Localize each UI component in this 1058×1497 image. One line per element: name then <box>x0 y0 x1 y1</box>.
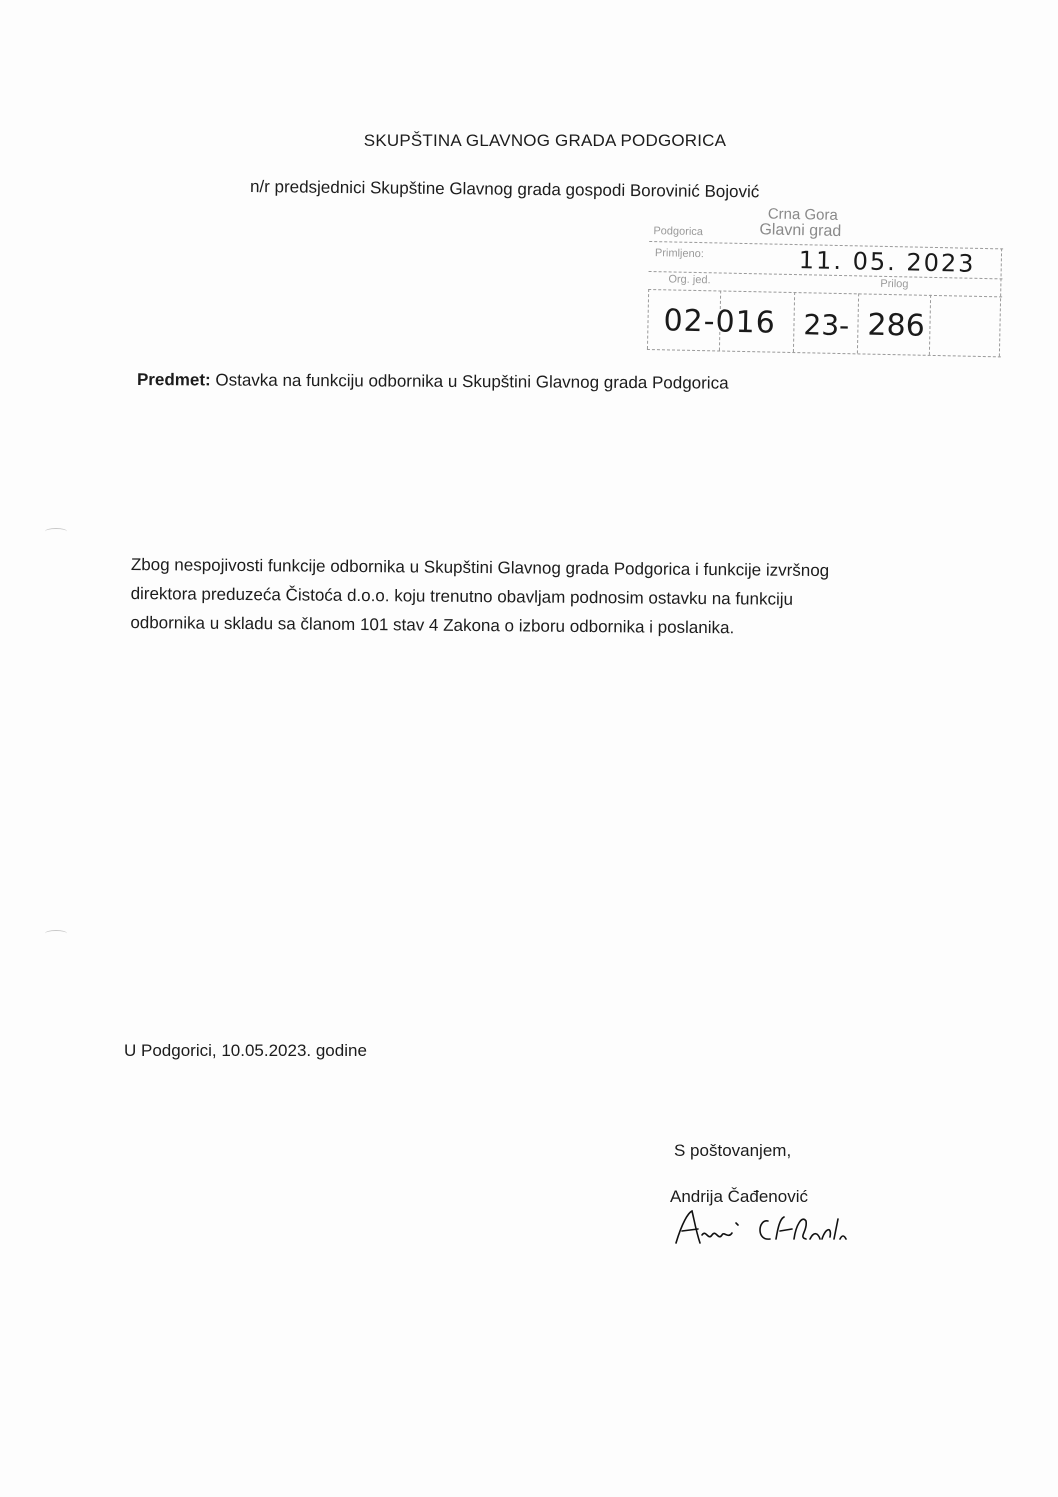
closing-salutation: S poštovanjem, <box>674 1141 792 1160</box>
subject-text: Ostavka na funkciju odbornika u Skupštini Glavnog grada Podgorica <box>215 370 729 393</box>
body-line: direktora preduzeća Čistoća d.o.o. koju trenutno obavljam podnosim ostavku na funkciju <box>130 583 794 609</box>
body-line: Zbog nespojivosti funkcije odbornika u Skupštini Glavnog grada Podgorica i funkcije izvršnog <box>130 554 830 581</box>
stamp-city: Glavni grad <box>759 221 842 241</box>
stamp-column-label-attach: Prilog <box>880 277 909 291</box>
place-date: U Podgorici, 10.05.2023. godine <box>124 1041 367 1060</box>
stamp-header-label: Podgorica <box>653 225 704 239</box>
stamp-ref-year: 23- <box>803 308 850 343</box>
stamp-country: Crna Gora <box>767 205 838 224</box>
stamp-received-date: 11. 05. 2023 <box>798 246 976 278</box>
subject-label: Predmet: <box>136 370 211 390</box>
stamp-ref-number: 286 <box>867 307 926 344</box>
stamp-ref-org: 02-016 <box>663 303 777 341</box>
stamp-received-label: Primljeno: <box>654 247 704 261</box>
punch-hole-mark <box>45 930 67 937</box>
subject-line <box>137 370 729 394</box>
recipient-institution: SKUPŠTINA GLAVNOG GRADA PODGORICA <box>363 131 727 150</box>
body-line: odbornika u skladu sa članom 101 stav 4 Zakona o izboru odbornika i poslanika. <box>130 612 735 638</box>
attention-line: n/r predsjednici Skupštine Glavnog grada gospodi Borovinić Bojović <box>249 177 760 202</box>
signer-name: Andrija Čađenović <box>670 1187 808 1206</box>
registry-stamp <box>647 203 1004 360</box>
body-paragraph <box>130 550 951 644</box>
punch-hole-mark <box>45 528 67 535</box>
handwritten-signature <box>672 1205 872 1253</box>
stamp-column-label-org: Org. jed. <box>668 273 711 287</box>
